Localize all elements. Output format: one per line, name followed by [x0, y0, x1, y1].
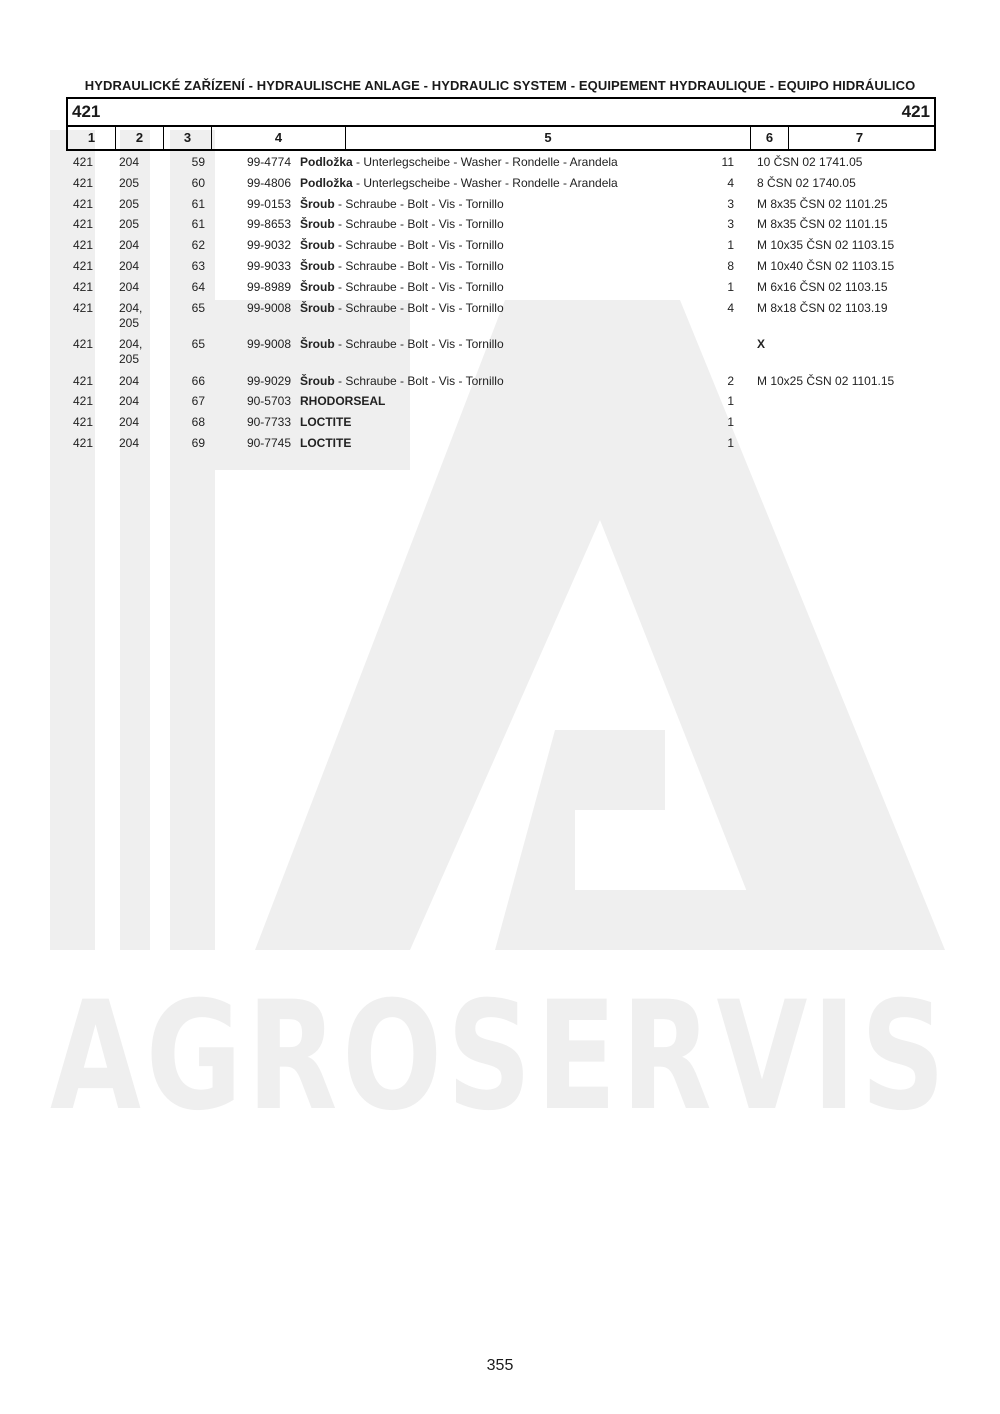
cell-position: 62 — [191, 238, 205, 253]
page-number: 355 — [486, 1357, 514, 1374]
cell-note: M 8x35 ČSN 02 1101.25 — [757, 196, 888, 211]
cell-quantity: 3 — [727, 217, 734, 232]
table-row — [0, 277, 1000, 298]
part-name: Šroub — [300, 300, 335, 315]
cell-quantity: 4 — [727, 175, 734, 190]
cell-figure: 205 — [119, 175, 140, 190]
column-header-6: 6 — [751, 127, 789, 149]
cell-part-number: 99-9032 — [246, 238, 291, 253]
cell-group: 421 — [73, 279, 94, 294]
cell-quantity: 1 — [727, 435, 734, 450]
column-header-row — [66, 125, 936, 151]
part-translations: - Schraube - Bolt - Vis - Tornillo — [334, 279, 504, 294]
column-header-5: 5 — [346, 127, 751, 149]
cell-part-number: 99-9033 — [246, 258, 291, 273]
cell-part-number: 99-8653 — [246, 217, 291, 232]
cell-figure: 204, 205 — [119, 300, 143, 330]
cell-position: 59 — [191, 155, 205, 169]
part-name: Šroub — [300, 196, 335, 211]
part-translations: - Schraube - Bolt - Vis - Tornillo — [334, 238, 504, 253]
cell-group: 421 — [73, 415, 94, 430]
cell-position: 65 — [191, 337, 205, 352]
part-translations: - Schraube - Bolt - Vis - Tornillo — [334, 300, 504, 315]
cell-part-number: 99-9029 — [246, 373, 291, 388]
cell-quantity: 11 — [721, 155, 734, 169]
cell-quantity: 8 — [727, 258, 734, 273]
cell-note: M 6x16 ČSN 02 1103.15 — [757, 279, 888, 294]
cell-group: 421 — [73, 155, 94, 169]
cell-description — [300, 394, 385, 408]
cell-note: M 8x18 ČSN 02 1103.19 — [757, 300, 888, 315]
cell-figure: 204, 205 — [119, 337, 143, 367]
part-translations: - Schraube - Bolt - Vis - Tornillo — [334, 196, 504, 211]
cell-figure: 205 — [119, 217, 140, 232]
cell-figure: 204 — [119, 155, 140, 169]
cell-description — [300, 374, 504, 388]
part-name: LOCTITE — [300, 435, 352, 450]
cell-description — [300, 280, 504, 294]
cell-part-number: 90-7733 — [246, 415, 291, 430]
cell-quantity: 1 — [727, 415, 734, 430]
cell-quantity: 4 — [727, 300, 734, 315]
part-name: Šroub — [300, 217, 335, 232]
cell-part-number: 99-9008 — [246, 300, 291, 315]
cell-group: 421 — [73, 337, 94, 352]
cell-part-number: 90-5703 — [246, 394, 291, 409]
cell-note: M 10x25 ČSN 02 1101.15 — [757, 373, 895, 388]
group-number-bar — [66, 97, 936, 127]
cell-part-number: 99-4806 — [246, 175, 291, 190]
cell-position: 67 — [191, 394, 205, 409]
cell-figure: 204 — [119, 415, 140, 430]
cell-description — [300, 238, 504, 252]
cell-figure: 204 — [119, 258, 140, 273]
part-name: Podložka — [300, 155, 353, 169]
cell-group: 421 — [73, 258, 94, 273]
cell-figure: 204 — [119, 435, 140, 450]
cell-part-number: 99-4774 — [246, 155, 291, 169]
column-header-4: 4 — [212, 127, 346, 149]
cell-figure: 204 — [119, 373, 140, 388]
part-name: Šroub — [300, 258, 335, 273]
cell-note: X — [757, 337, 766, 352]
cell-position: 64 — [191, 279, 205, 294]
part-name: Šroub — [300, 238, 335, 253]
table-row — [0, 412, 1000, 433]
cell-position: 65 — [191, 300, 205, 315]
cell-position: 60 — [191, 175, 205, 190]
cell-group: 421 — [73, 217, 94, 232]
cell-figure: 204 — [119, 279, 140, 294]
cell-figure: 204 — [119, 238, 140, 253]
part-translations: - Schraube - Bolt - Vis - Tornillo — [334, 217, 504, 232]
column-header-7: 7 — [855, 130, 864, 145]
cell-figure: 204 — [119, 394, 140, 409]
cell-part-number: 99-0153 — [246, 196, 291, 211]
part-name: Šroub — [300, 373, 335, 388]
cell-figure: 205 — [119, 196, 140, 211]
cell-position: 61 — [191, 196, 205, 211]
cell-note: M 10x40 ČSN 02 1103.15 — [757, 258, 895, 273]
cell-group: 421 — [73, 175, 94, 190]
parts-table-body — [0, 152, 1000, 454]
cell-description — [300, 337, 504, 351]
cell-position: 63 — [191, 258, 205, 273]
cell-part-number: 90-7745 — [246, 435, 291, 450]
watermark-text: AGROSERVIS — [50, 970, 950, 1144]
table-row — [0, 298, 1000, 335]
cell-part-number: 99-9008 — [246, 337, 291, 352]
table-row — [0, 256, 1000, 277]
cell-description — [300, 217, 504, 231]
cell-group: 421 — [73, 300, 94, 315]
cell-description — [300, 415, 351, 429]
column-header-3: 3 — [164, 127, 212, 149]
table-row — [0, 214, 1000, 235]
cell-quantity: 2 — [727, 373, 734, 388]
part-name: Šroub — [300, 279, 335, 294]
part-name: RHODORSEAL — [300, 394, 386, 409]
cell-quantity: 1 — [727, 279, 734, 294]
cell-note: M 8x35 ČSN 02 1101.15 — [757, 217, 888, 232]
cell-quantity: 3 — [727, 196, 734, 211]
table-row — [0, 173, 1000, 194]
cell-description — [300, 436, 351, 450]
cell-quantity: 1 — [727, 238, 734, 253]
cell-description — [300, 176, 618, 190]
cell-position: 68 — [191, 415, 205, 430]
part-name: Šroub — [300, 337, 335, 352]
cell-description — [300, 259, 504, 273]
table-row — [0, 152, 1000, 173]
group-number-right: 421 — [901, 102, 930, 121]
cell-position: 69 — [191, 435, 205, 450]
cell-description — [300, 155, 618, 169]
part-translations: - Unterlegscheibe - Washer - Rondelle - Arandela — [352, 155, 618, 169]
column-header-2: 2 — [116, 127, 164, 149]
cell-group: 421 — [73, 196, 94, 211]
cell-description — [300, 301, 504, 315]
column-header-1: 1 — [68, 127, 116, 149]
table-row — [0, 391, 1000, 412]
table-row — [0, 334, 1000, 371]
table-row — [0, 433, 1000, 454]
table-row — [0, 194, 1000, 215]
cell-note: M 10x35 ČSN 02 1103.15 — [757, 238, 895, 253]
cell-position: 66 — [191, 373, 205, 388]
page-title: HYDRAULICKÉ ZAŘÍZENÍ - HYDRAULISCHE ANLAGE - HYDRAULIC SYSTEM - EQUIPEMENT HYDRAULIQUE - EQUIPO HIDRÁULICO — [84, 78, 916, 93]
table-row — [0, 371, 1000, 392]
group-number-left: 421 — [72, 102, 101, 121]
cell-group: 421 — [73, 238, 94, 253]
cell-note: 10 ČSN 02 1741.05 — [757, 155, 863, 169]
cell-part-number: 99-8989 — [246, 279, 291, 294]
part-translations: - Schraube - Bolt - Vis - Tornillo — [334, 337, 504, 352]
cell-description — [300, 197, 504, 211]
part-name: LOCTITE — [300, 415, 352, 430]
part-name: Podložka — [300, 175, 353, 190]
cell-note: 8 ČSN 02 1740.05 — [757, 175, 856, 190]
cell-position: 61 — [191, 217, 205, 232]
cell-group: 421 — [73, 394, 94, 409]
cell-group: 421 — [73, 435, 94, 450]
cell-group: 421 — [73, 373, 94, 388]
cell-quantity: 1 — [727, 394, 734, 409]
part-translations: - Schraube - Bolt - Vis - Tornillo — [334, 258, 504, 273]
table-row — [0, 235, 1000, 256]
part-translations: - Unterlegscheibe - Washer - Rondelle - Arandela — [352, 175, 618, 190]
part-translations: - Schraube - Bolt - Vis - Tornillo — [334, 373, 504, 388]
